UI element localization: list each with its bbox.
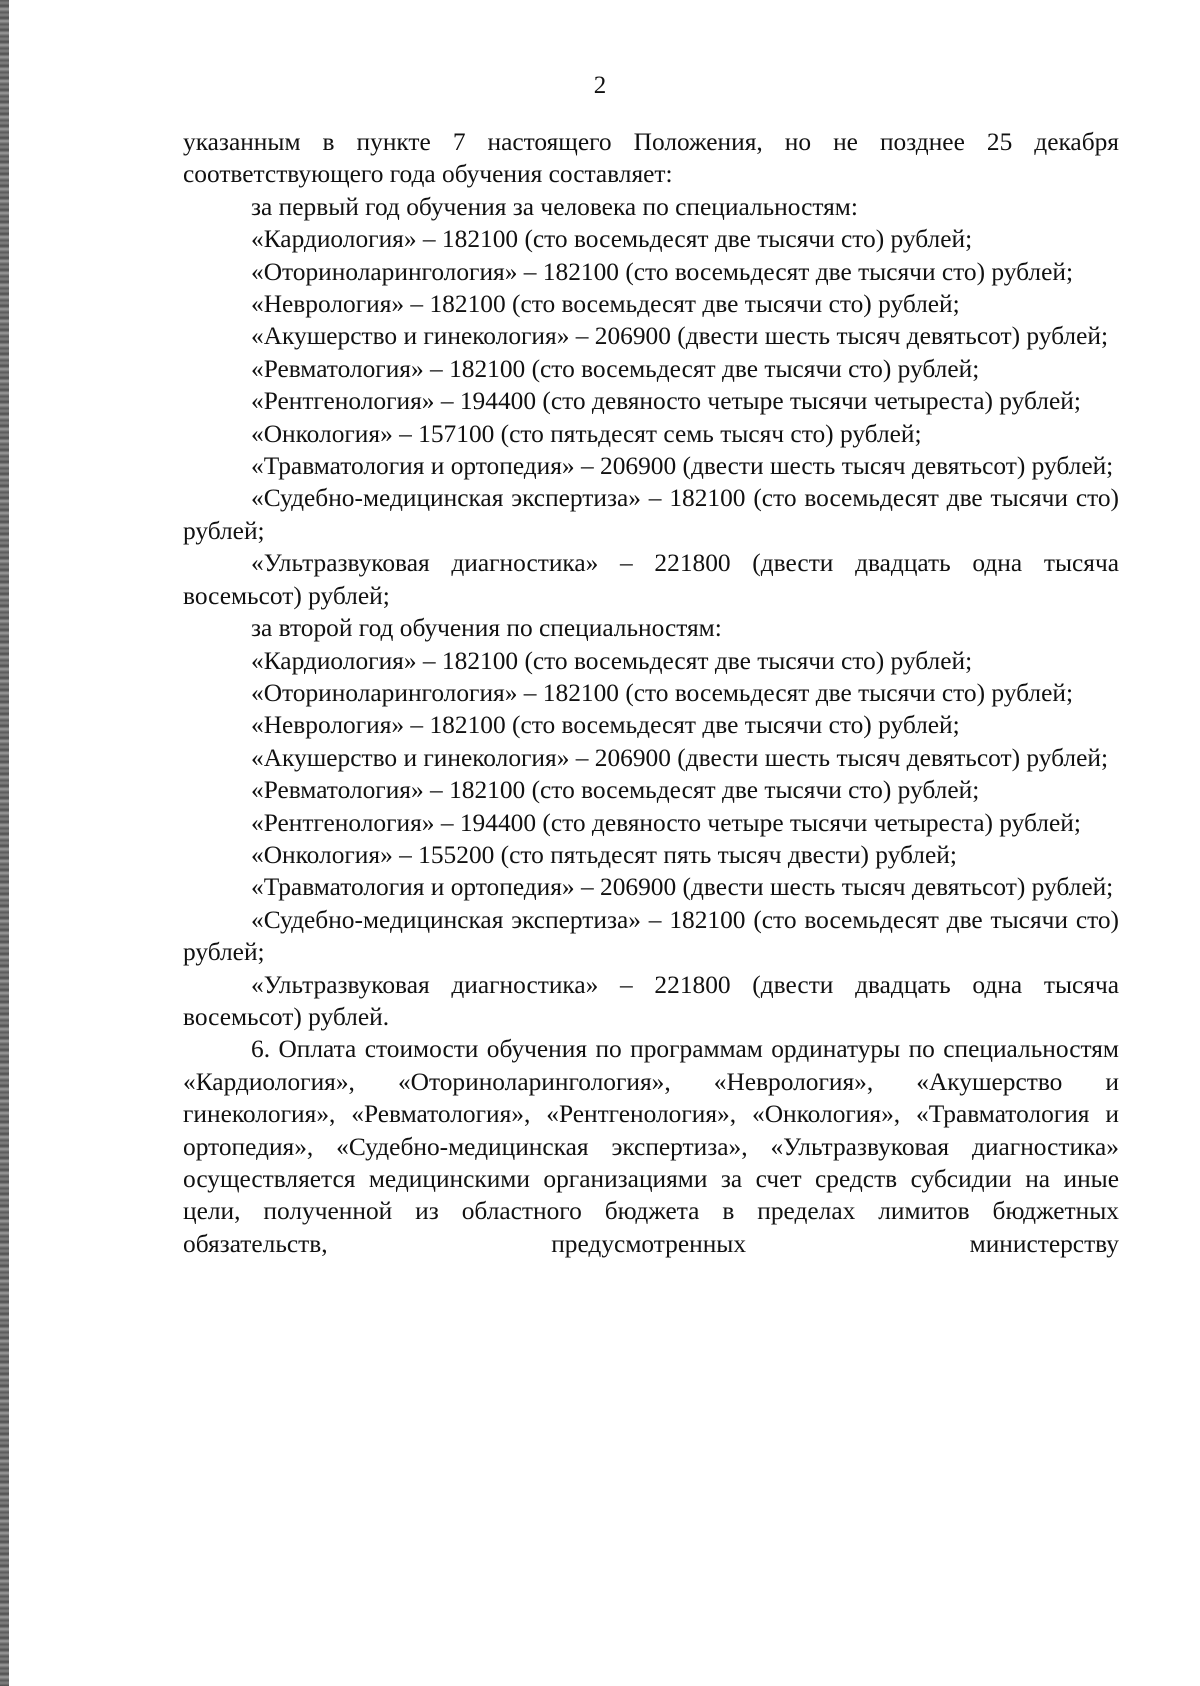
scan-edge-shadow <box>0 0 9 1686</box>
paragraph-second-year-heading: за второй год обучения по специальностям: <box>251 614 722 643</box>
paragraph-continuation: указанным в пункте 7 настоящего Положения, но не позднее 25 декабря соответствующего года обучения составляет: <box>183 128 1119 189</box>
paragraph-fee-item: «Онкология» – 157100 (сто пятьдесят семь тысяч сто) рублей; <box>251 419 922 448</box>
paragraph-fee-item: «Рентгенология» – 194400 (сто девяносто четыре тысячи четыреста) рублей; <box>251 808 1081 837</box>
paragraph-first-year-heading: за первый год обучения за человека по специальностям: <box>251 192 858 221</box>
paragraph-fee-item: «Кардиология» – 182100 (сто восемьдесят две тысячи сто) рублей; <box>251 646 973 675</box>
paragraph-fee-item: «Травматология и ортопедия» – 206900 (двести шесть тысяч девятьсот) рублей; <box>251 873 1114 902</box>
paragraph-fee-item: «Судебно-медицинская экспертиза» – 182100 (сто восемьдесят две тысячи сто) рублей; <box>183 905 1119 967</box>
paragraph-fee-item: «Онкология» – 155200 (сто пятьдесят пять тысяч двести) рублей; <box>251 840 957 869</box>
document-body <box>183 126 1119 1260</box>
paragraph-fee-item: «Судебно-медицинская экспертиза» – 182100 (сто восемьдесят две тысячи сто) рублей; <box>183 484 1119 545</box>
paragraph-fee-item: «Ультразвуковая диагностика» – 221800 (двести двадцать одна тысяча восемьсот) рублей. <box>183 970 1119 1031</box>
paragraph-fee-item: «Акушерство и гинекология» – 206900 (двести шесть тысяч девятьсот) рублей; <box>251 322 1108 351</box>
paragraph-fee-item: «Ревматология» – 182100 (сто восемьдесят две тысячи сто) рублей; <box>251 776 980 805</box>
paragraph-fee-item: «Оториноларингология» – 182100 (сто восемьдесят две тысячи сто) рублей; <box>251 678 1074 707</box>
paragraph-fee-item: «Травматология и ортопедия» – 206900 (двести шесть тысяч девятьсот) рублей; <box>251 452 1114 481</box>
paragraph-section-6: 6. Оплата стоимости обучения по программам ординатуры по специальностям «Кардиология», «Оториноларингология», «Неврология», «Акушерство и гинекология», «Ревматология», «Рентгенология», «Онкология», «Травматология и ортопедия», «Судебно-медицинская экспертиза», «Ультразвуковая диагностика» осуществляется медицинскими организациями за счет средств субсидии на иные цели, полученной из областного бюджета в пределах лимитов бюджетных обязательств, предусмотренных министерству <box>183 1035 1119 1258</box>
paragraph-fee-item: «Кардиология» – 182100 (сто восемьдесят две тысячи сто) рублей; <box>251 225 973 254</box>
paragraph-fee-item: «Неврология» – 182100 (сто восемьдесят две тысячи сто) рублей; <box>251 290 960 319</box>
paragraph-fee-item: «Ревматология» – 182100 (сто восемьдесят две тысячи сто) рублей; <box>251 354 980 383</box>
page-number: 2 <box>593 72 607 99</box>
paragraph-fee-item: «Оториноларингология» – 182100 (сто восемьдесят две тысячи сто) рублей; <box>251 257 1074 286</box>
paragraph-fee-item: «Неврология» – 182100 (сто восемьдесят две тысячи сто) рублей; <box>251 711 960 740</box>
paragraph-fee-item: «Ультразвуковая диагностика» – 221800 (двести двадцать одна тысяча восемьсот) рублей; <box>183 549 1119 610</box>
paragraph-fee-item: «Акушерство и гинекология» – 206900 (двести шесть тысяч девятьсот) рублей; <box>251 743 1108 772</box>
paragraph-fee-item: «Рентгенология» – 194400 (сто девяносто четыре тысячи четыреста) рублей; <box>251 387 1081 416</box>
